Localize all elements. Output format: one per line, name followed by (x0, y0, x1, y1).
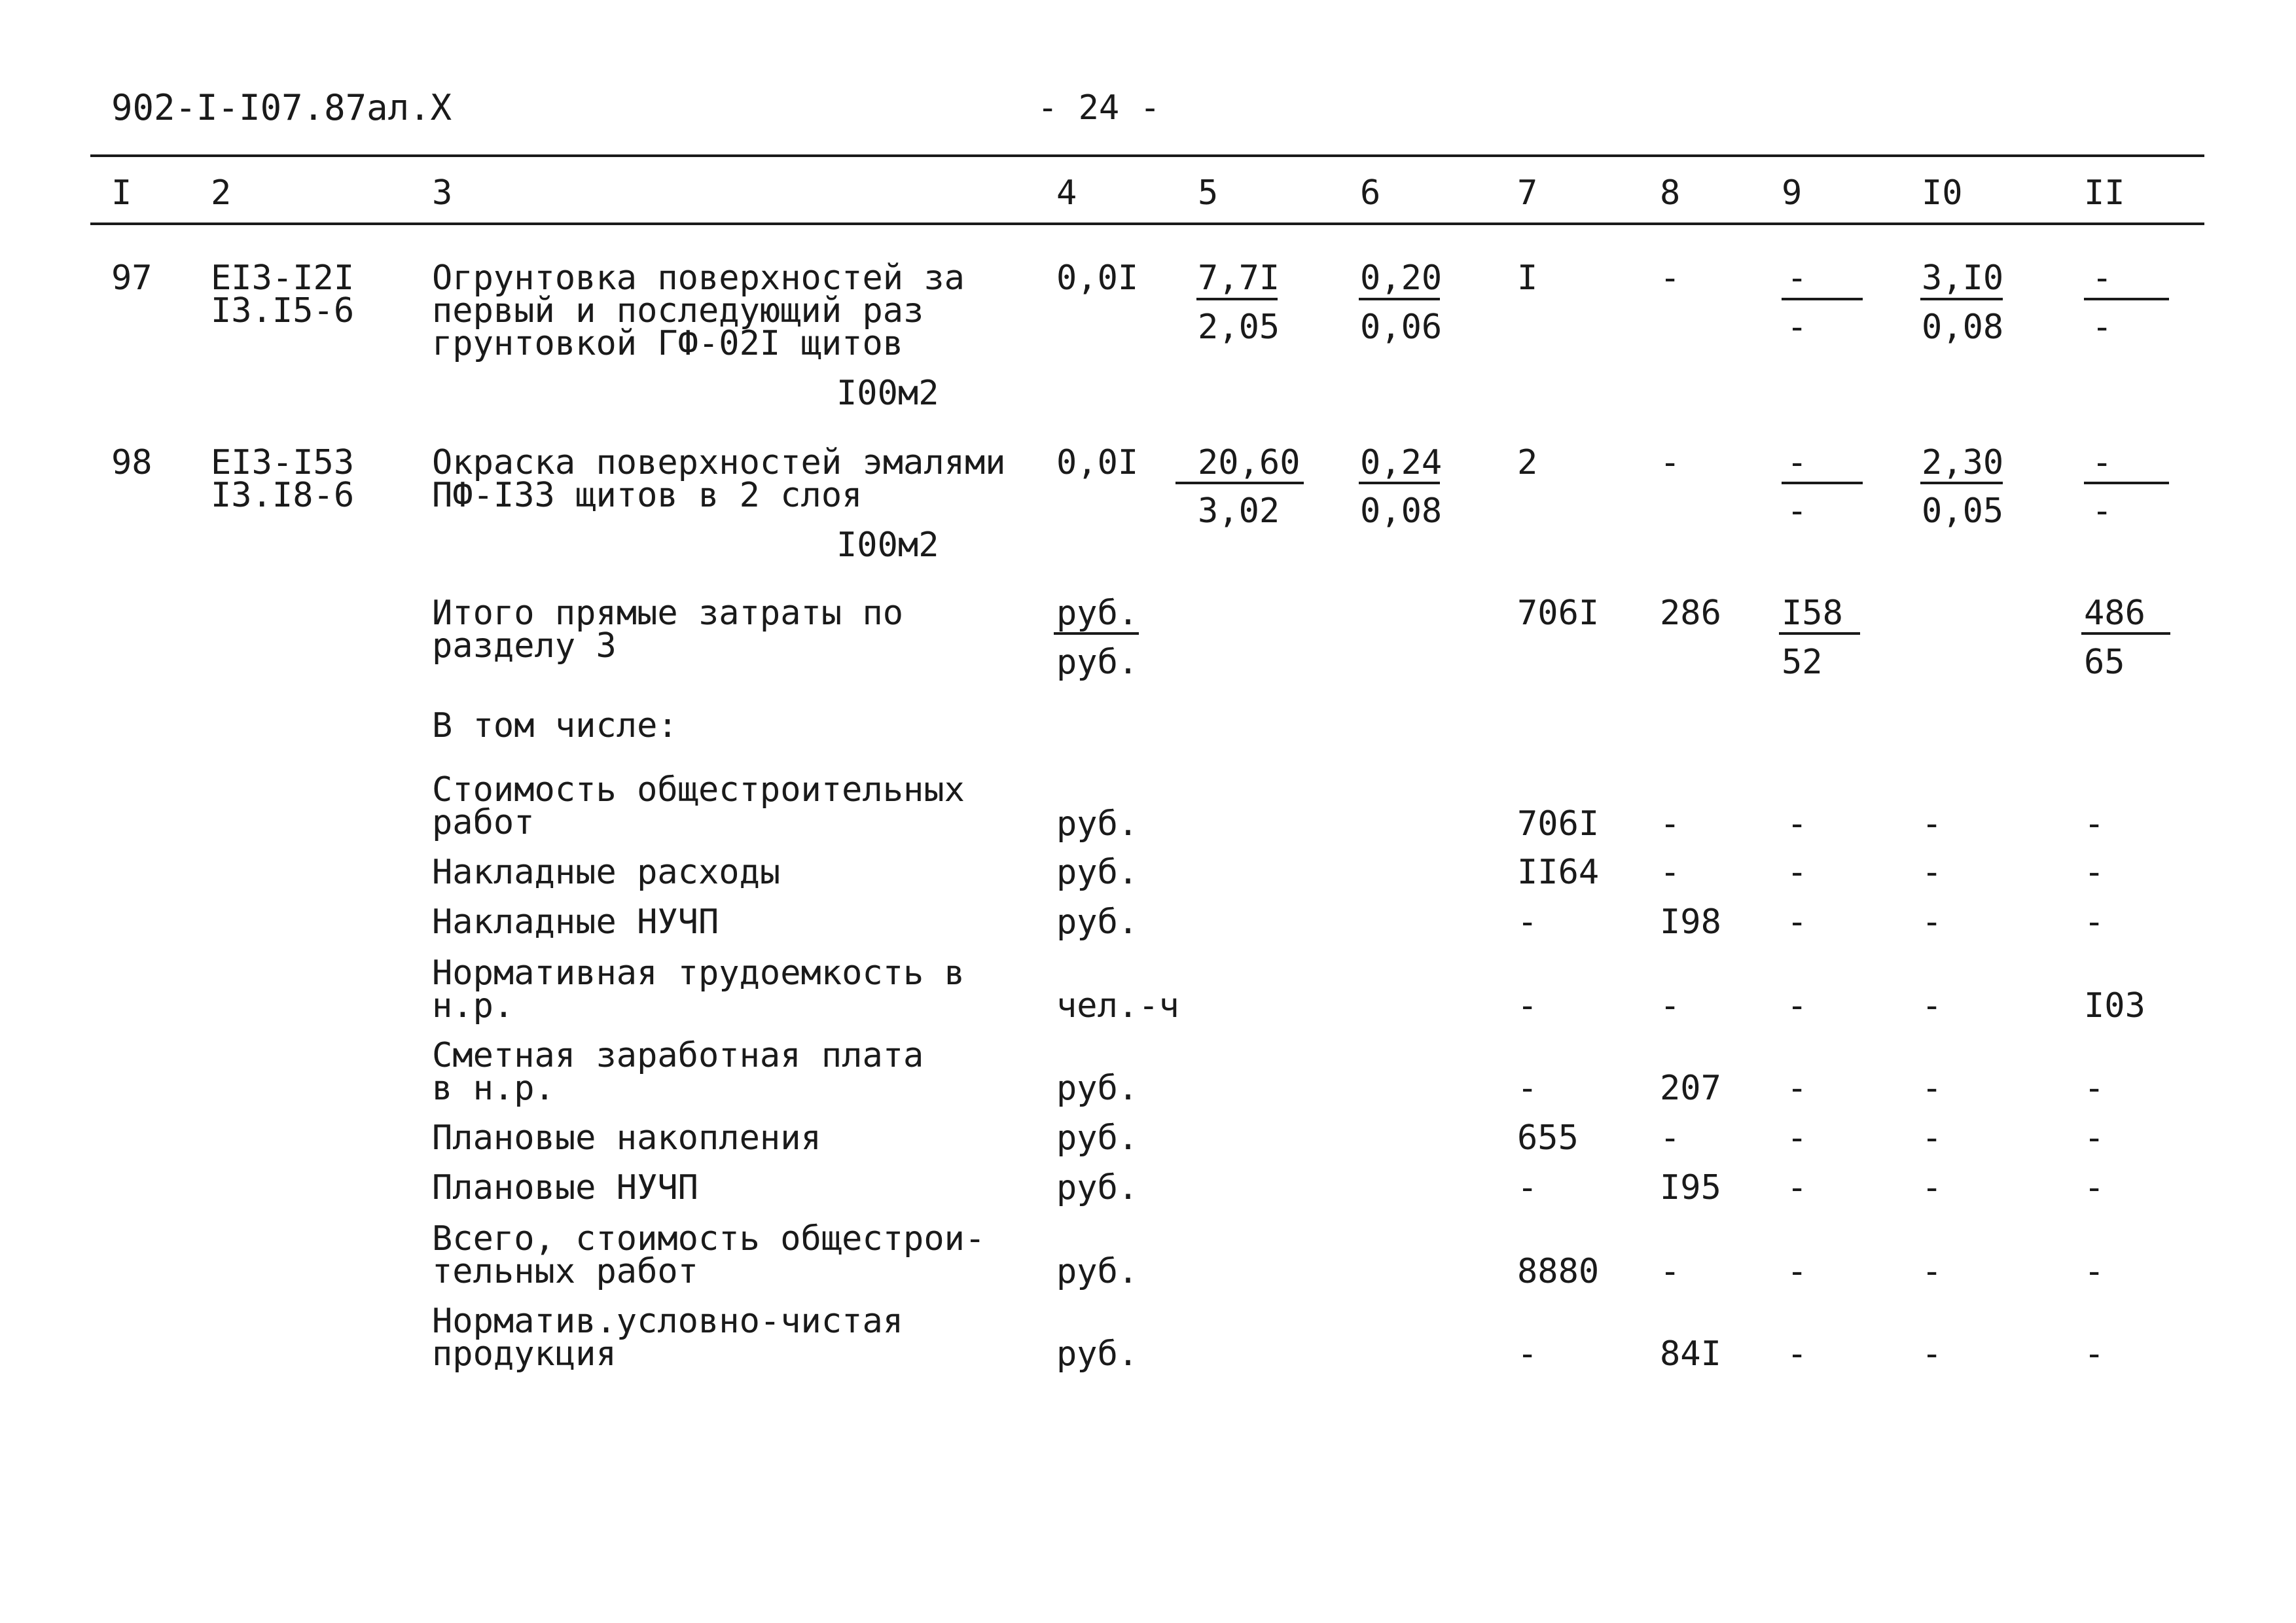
item-description: Огрунтовка поверхностей за (432, 259, 965, 298)
summary-unit: руб. (1056, 1069, 1139, 1108)
total-machines-wages: 52 (1782, 643, 1823, 682)
item-description: первый и последующий раз (432, 291, 924, 330)
total-machines-wages: - (1787, 308, 1808, 347)
summary-value-c10: - (1922, 986, 1943, 1026)
summary-value-c9: - (1787, 902, 1808, 942)
summary-value-c9: - (1787, 1118, 1808, 1158)
summary-value-c7: - (1517, 1069, 1538, 1108)
summary-value-c11: - (2084, 1252, 2105, 1291)
summary-description: тельных работ (432, 1252, 698, 1291)
summary-value-c10: - (1922, 804, 1943, 844)
unit-cost-total: 20,60 (1198, 443, 1300, 482)
summary-value-c11: I03 (2084, 986, 2145, 1026)
total-description: Итого прямые затраты по (432, 594, 904, 633)
summary-value-c7: II64 (1517, 853, 1600, 892)
summary-description: Стоимость общестроительных (432, 770, 965, 810)
summary-unit: руб. (1056, 804, 1139, 844)
summary-description: работ (432, 803, 535, 842)
summary-value-c8: - (1660, 1118, 1681, 1158)
summary-value-c10: - (1922, 1334, 1943, 1374)
item-quantity: 0,0I (1056, 259, 1139, 298)
fraction-line (2084, 482, 2169, 484)
column-header: 3 (432, 173, 453, 213)
labor-total-machinists: - (2092, 308, 2113, 347)
item-code: EI3-I53 (211, 443, 355, 482)
column-header: 9 (1782, 173, 1803, 213)
summary-description: н.р. (432, 986, 514, 1026)
total-cost: 2 (1517, 443, 1538, 482)
summary-description: Плановые накопления (432, 1118, 821, 1158)
summary-value-c8: - (1660, 1252, 1681, 1291)
column-header: I (111, 173, 132, 213)
summary-value-c8: I95 (1660, 1168, 1721, 1207)
summary-description: в н.р. (432, 1069, 555, 1108)
fraction-line (1779, 632, 1860, 635)
summary-value-c11: - (2084, 853, 2105, 892)
summary-value-c7: 655 (1517, 1118, 1579, 1158)
summary-description: Накладные НУЧП (432, 902, 719, 942)
summary-value-c7: 8880 (1517, 1252, 1600, 1291)
item-description: ПФ-I33 щитов в 2 слоя (432, 476, 863, 515)
summary-value-c7: - (1517, 986, 1538, 1026)
summary-description: Нормативная трудоемкость в (432, 954, 965, 993)
total-machines: - (1787, 259, 1808, 298)
summary-value-c7: - (1517, 902, 1538, 942)
summary-unit: чел.-ч (1056, 986, 1179, 1026)
labor-workers: 3,I0 (1922, 259, 2004, 298)
column-header: 2 (211, 173, 232, 213)
fraction-line (1359, 298, 1440, 300)
summary-value-c10: - (1922, 1118, 1943, 1158)
summary-value-c11: - (2084, 1168, 2105, 1207)
unit-cost-machines-wages: 0,06 (1360, 308, 1443, 347)
column-header: 6 (1360, 173, 1381, 213)
summary-value-c10: - (1922, 853, 1943, 892)
fraction-line (1782, 298, 1863, 300)
summary-description: продукция (432, 1334, 617, 1374)
fraction-line (1782, 482, 1863, 484)
table-header-rule (90, 223, 2204, 225)
total-wages: - (1660, 259, 1681, 298)
summary-unit: руб. (1056, 1252, 1139, 1291)
summary-value-c8: 84I (1660, 1334, 1721, 1374)
summary-value-c9: - (1787, 1252, 1808, 1291)
unit-cost-machines: 0,20 (1360, 259, 1443, 298)
total-wages: 286 (1660, 594, 1721, 633)
summary-value-c9: - (1787, 853, 1808, 892)
unit-cost-machines: 0,24 (1360, 443, 1443, 482)
fraction-line (1054, 632, 1139, 635)
summary-value-c7: - (1517, 1334, 1538, 1374)
summary-unit: руб. (1056, 1118, 1139, 1158)
labor-total: - (2092, 259, 2113, 298)
summary-description: Плановые НУЧП (432, 1168, 698, 1207)
total-machines-wages: - (1787, 491, 1808, 531)
document-id: 902-I-I07.87ал.X (111, 87, 452, 128)
column-header: 5 (1198, 173, 1219, 213)
labor-machinists: 0,05 (1922, 491, 2004, 531)
summary-value-c10: - (1922, 902, 1943, 942)
summary-value-c8: - (1660, 804, 1681, 844)
item-unit: I00м2 (836, 374, 939, 413)
fraction-line (2084, 298, 2169, 300)
item-number: 97 (111, 259, 152, 298)
fraction-line (1196, 298, 1278, 300)
fraction-line (1175, 482, 1304, 484)
summary-value-c11: - (2084, 1069, 2105, 1108)
summary-value-c8: 207 (1660, 1069, 1721, 1108)
including-label: В том числе: (432, 706, 678, 745)
summary-value-c7: - (1517, 1168, 1538, 1207)
summary-unit: руб. (1056, 1168, 1139, 1207)
summary-value-c10: - (1922, 1168, 1943, 1207)
summary-value-c11: - (2084, 1118, 2105, 1158)
summary-value-c9: - (1787, 1168, 1808, 1207)
summary-value-c9: - (1787, 986, 1808, 1026)
summary-value-c11: - (2084, 804, 2105, 844)
column-header: I0 (1922, 173, 1963, 213)
fraction-line (1920, 482, 2003, 484)
summary-value-c9: - (1787, 804, 1808, 844)
labor-total: - (2092, 443, 2113, 482)
summary-value-c9: - (1787, 1334, 1808, 1374)
total-machines: - (1787, 443, 1808, 482)
item-code-secondary: I3.I5-6 (211, 291, 355, 330)
summary-value-c11: - (2084, 902, 2105, 942)
summary-unit: руб. (1056, 902, 1139, 942)
fraction-line (1359, 482, 1440, 484)
item-number: 98 (111, 443, 152, 482)
summary-value-c8: - (1660, 986, 1681, 1026)
item-code-secondary: I3.I8-6 (211, 476, 355, 515)
total-cost: I (1517, 259, 1538, 298)
summary-description: Накладные расходы (432, 853, 781, 892)
table-top-rule (90, 154, 2204, 157)
summary-unit: руб. (1056, 853, 1139, 892)
unit-cost-total: 7,7I (1198, 259, 1280, 298)
page-number: - 24 - (1037, 88, 1160, 128)
summary-value-c10: - (1922, 1252, 1943, 1291)
labor-total-machinists: 65 (2084, 643, 2125, 682)
total-unit: руб. (1056, 643, 1139, 682)
total-cost: 706I (1517, 594, 1600, 633)
total-machines: I58 (1782, 594, 1843, 633)
summary-value-c8: I98 (1660, 902, 1721, 942)
summary-unit: руб. (1056, 1334, 1139, 1374)
item-description: грунтовкой ГФ-02I щитов (432, 324, 904, 363)
summary-description: Всего, стоимость общестрои- (432, 1219, 986, 1258)
unit-cost-wages: 2,05 (1198, 308, 1280, 347)
column-header: 4 (1056, 173, 1077, 213)
column-header: 8 (1660, 173, 1681, 213)
item-code: EI3-I2I (211, 259, 355, 298)
labor-total-machinists: - (2092, 491, 2113, 531)
summary-value-c10: - (1922, 1069, 1943, 1108)
summary-value-c9: - (1787, 1069, 1808, 1108)
summary-value-c7: 706I (1517, 804, 1600, 844)
column-header: 7 (1517, 173, 1538, 213)
summary-value-c11: - (2084, 1334, 2105, 1374)
fraction-line (1920, 298, 2003, 300)
summary-description: Норматив.условно-чистая (432, 1302, 904, 1341)
labor-workers: 2,30 (1922, 443, 2004, 482)
unit-cost-wages: 3,02 (1198, 491, 1280, 531)
item-quantity: 0,0I (1056, 443, 1139, 482)
summary-value-c8: - (1660, 853, 1681, 892)
labor-total: 486 (2084, 594, 2145, 633)
total-wages: - (1660, 443, 1681, 482)
item-description: Окраска поверхностей эмалями (432, 443, 1006, 482)
total-unit: руб. (1056, 594, 1139, 633)
unit-cost-machines-wages: 0,08 (1360, 491, 1443, 531)
fraction-line (2081, 632, 2170, 635)
labor-machinists: 0,08 (1922, 308, 2004, 347)
total-description: разделу 3 (432, 626, 617, 666)
item-unit: I00м2 (836, 526, 939, 565)
column-header: II (2084, 173, 2125, 213)
summary-description: Сметная заработная плата (432, 1036, 924, 1075)
